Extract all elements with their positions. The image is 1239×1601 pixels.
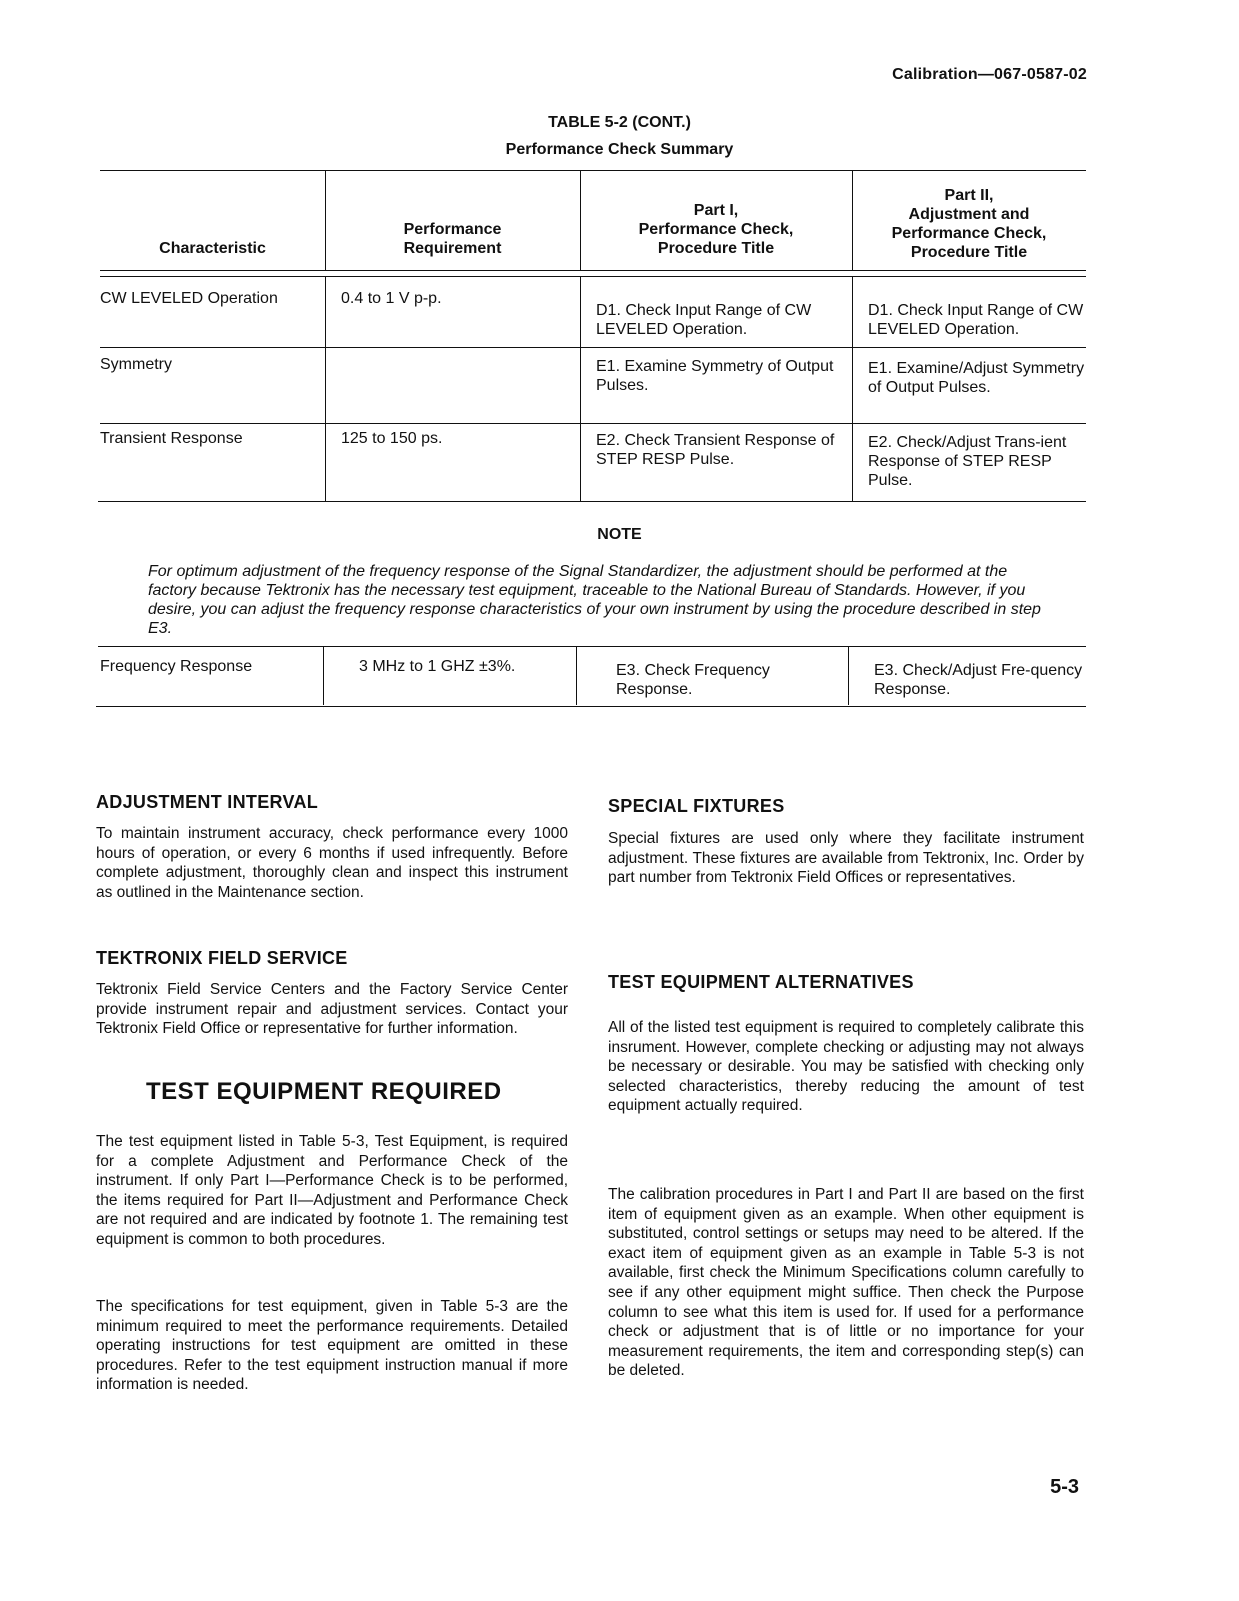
table-subcaption: Performance Check Summary [505,141,734,158]
paragraph-field-service: Tektronix Field Service Centers and the Factory Service Center provide instrument repair and adjustment services. Contact your Tektronix Field Office or representative for further information. [96,981,568,1038]
heading-adjustment-interval: ADJUSTMENT INTERVAL [96,792,319,812]
table-bottom-rule [96,706,1086,707]
header-part1: Part I, Performance Check, Procedure Title [638,202,794,257]
paragraph-adjustment-interval: To maintain instrument accuracy, check performance every 1000 hours of operation, or every 6 months if used infrequently. Before complete adjustment, thoroughly clean and inspect this instrument as outlined in the Maintenance section. [96,825,568,901]
page-number: 5-3 [1050,1476,1079,1498]
cell-characteristic: Frequency Response [100,658,253,675]
paragraph-alternatives-1: All of the listed test equipment is required to completely calibrate this insrument. However, complete checking or adjusting may not always be necessary or desirable. You may be satisfied with checking only selected characteristics, thereby reducing the amount of test equipment actually required. [608,1019,1084,1115]
cell-requirement [325,347,580,423]
paragraph-test-equipment-1: The test equipment listed in Table 5-3, Test Equipment, is required for a complete Adjustment and Performance Check of the instrument. If only Part I—Performance Check is to be performed, the items required for Part II—Adjustment and Performance Check are not required and are indicated by footnote 1. The remaining test equipment is common to both procedures. [96,1133,568,1248]
note-text: For optimum adjustment of the frequency response of the Signal Standardizer, the adjustment should be performed at the factory because Tektronix has the necessary test equipment, traceable to the National Bureau of Standards. However, if you desire, you can adjust the frequency response characteristics of your own instrument by using the procedure described in step E3. [148,563,1041,637]
heading-special-fixtures: SPECIAL FIXTURES [608,796,785,816]
table-row [100,423,1086,501]
cell-requirement: 125 to 150 ps. [341,430,443,447]
paragraph-special-fixtures: Special fixtures are used only where they facilitate instrument adjustment. These fixtures are available from Tektronix, Inc. Order by part number from Tektronix Field Offices or representatives. [608,830,1084,887]
cell-part2: E1. Examine/Adjust Symmetry of Output Pulses. [868,360,1085,396]
heading-test-equipment-alternatives: TEST EQUIPMENT ALTERNATIVES [608,972,914,992]
cell-part1: E2. Check Transient Response of STEP RESP Pulse. [596,432,835,468]
document-id: Calibration—067-0587-02 [892,66,1087,83]
heading-field-service: TEKTRONIX FIELD SERVICE [96,948,348,968]
table-header-row [100,170,1086,270]
header-part2: Part II, Adjustment and Performance Check, Procedure Title [891,187,1047,261]
cell-characteristic: Symmetry [100,356,172,373]
table-row [98,647,1086,705]
paragraph-test-equipment-2: The specifications for test equipment, given in Table 5-3 are the minimum required to meet the performance requirements. Detailed operating instructions for test equipment are omitted in these procedures. Refer to the test equipment instruction manual if more information is needed. [96,1298,568,1394]
table-row [100,347,1086,423]
table-bottom-rule [98,501,1086,502]
header-divider-1 [100,270,1086,271]
cell-characteristic: CW LEVELED Operation [100,290,278,307]
heading-test-equipment-required: TEST EQUIPMENT REQUIRED [146,1078,502,1105]
paragraph-alternatives-2: The calibration procedures in Part I and Part II are based on the first item of equipment given as an example. When other equipment is substituted, control settings or setups may need to be altered. If the exact item of equipment given as an example in Table 5-3 is not available, first check the Minimum Specifications column carefully to see if any other equipment might suffice. Then check the Purpose column to see what this item is used for. If used for a performance check or adjustment that is of little or no importance for your measurement requirements, the item and corresponding step(s) can be deleted. [608,1186,1084,1380]
cell-part2: D1. Check Input Range of CW LEVELED Operation. [868,302,1084,338]
cell-part2: E2. Check/Adjust Trans-ient Response of STEP RESP Pulse. [868,434,1067,489]
cell-part2: E3. Check/Adjust Fre-quency Response. [874,662,1083,698]
header-characteristic: Characteristic [159,240,266,257]
cell-part1: D1. Check Input Range of CW LEVELED Operation. [596,302,812,338]
cell-requirement: 3 MHz to 1 GHZ ±3%. [359,658,516,675]
table-body [100,277,1086,501]
table-caption: TABLE 5-2 (CONT.) [548,114,691,131]
cell-part1: E1. Examine Symmetry of Output Pulses. [596,358,834,394]
cell-part1: E3. Check Frequency Response. [616,662,770,698]
note-title: NOTE [597,526,642,543]
header-requirement: Performance Requirement [403,221,502,257]
cell-characteristic: Transient Response [100,430,243,447]
table-row [100,277,1086,347]
cell-requirement: 0.4 to 1 V p-p. [341,290,442,307]
